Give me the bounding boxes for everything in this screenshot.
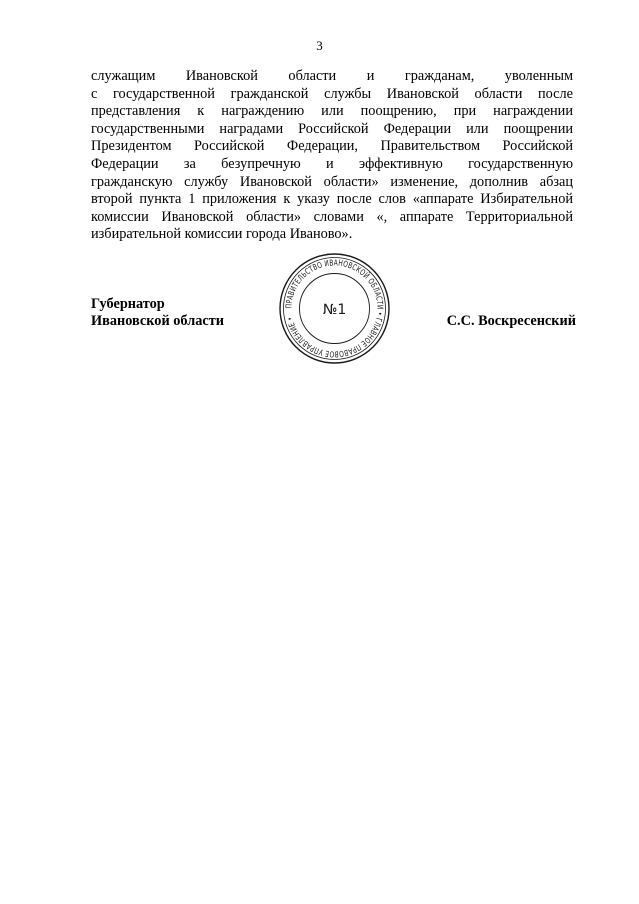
body-text-line: гражданскую службу Ивановской области» изменение, дополнив абзац (91, 173, 573, 190)
seal-ring-text: ПРАВИТЕЛЬСТВО ИВАНОВСКОЙ ОБЛАСТИ • ГЛАВНОЕ ПРАВОВОЕ УПРАВЛЕНИЕ • (283, 257, 386, 360)
body-text-line: комиссии Ивановской области» словами «, аппарате Территориальной (91, 208, 573, 225)
seal-center-number: №1 (322, 302, 347, 318)
signatory-name: С.С. Воскресенский (446, 313, 576, 329)
signatory-position-line: Губернатор (91, 296, 165, 312)
body-text-line: представления к награждению или поощрению, при награждении (91, 103, 573, 120)
body-text-line: избирательной комиссии города Иваново». (91, 226, 353, 243)
body-text-line: служащим Ивановской области и гражданам, уволенным (91, 68, 573, 84)
body-paragraph (91, 68, 573, 244)
body-text-line: Президентом Российской Федерации, Правительством Российской (91, 138, 573, 155)
body-text-line: Федерации за безупречную и эффективную государственную (91, 155, 573, 172)
official-seal-stamp (278, 252, 391, 365)
body-text-line: второй пункта 1 приложения к указу после слов «аппарате Избирательной (91, 191, 573, 208)
signatory-position-line: Ивановской области (91, 313, 224, 330)
signatory-position (91, 296, 224, 331)
body-text-line: государственными наградами Российской Федерации или поощрении (91, 120, 573, 137)
page-number: 3 (316, 38, 323, 53)
body-text-line: с государственной гражданской службы Ивановской области после (91, 85, 573, 102)
